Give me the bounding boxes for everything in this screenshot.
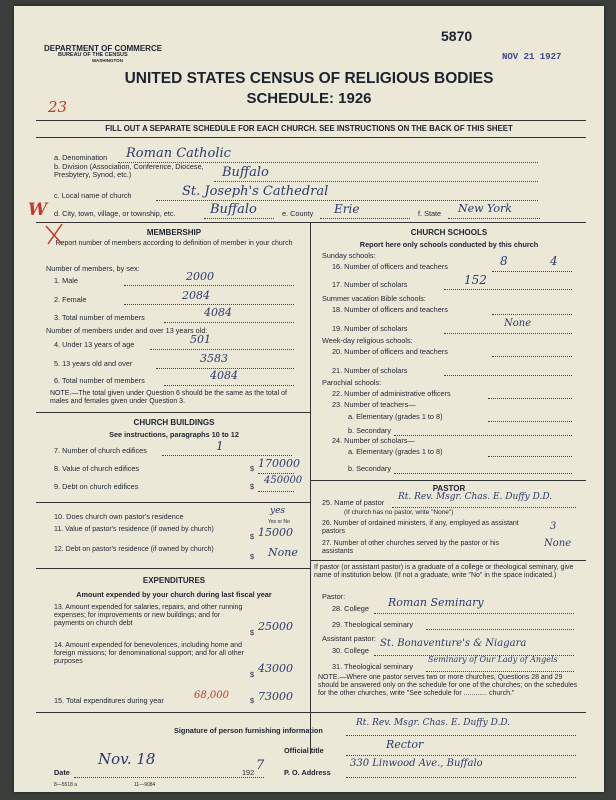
city-value[interactable]: Buffalo [210, 202, 257, 217]
q13-value[interactable]: 25000 [258, 620, 293, 633]
q31-value[interactable]: Seminary of Our Lady of Angels [428, 655, 558, 664]
buildings-heading: CHURCH BUILDINGS [133, 418, 215, 427]
divider [36, 412, 310, 413]
q25-value[interactable]: Rt. Rev. Msgr. Chas. E. Duffy D.D. [398, 492, 553, 502]
county-value[interactable]: Erie [334, 202, 360, 216]
schedule-number: 5870 [441, 28, 473, 44]
print-number: 11—9084 [134, 782, 156, 788]
q27-label: 27. Number of other churches served by the pastor or his assistants [322, 540, 500, 555]
q6-line [164, 385, 294, 386]
assistant-label: Assistant pastor: [322, 634, 376, 643]
q4-value[interactable]: 501 [190, 333, 211, 346]
church-name-value[interactable]: St. Joseph's Cathedral [182, 184, 329, 199]
church-name-field-line [156, 200, 538, 201]
q16-label: 16. Number of officers and teachers [332, 262, 448, 271]
q11-value[interactable]: 15000 [258, 526, 293, 539]
form-number: 8—5518 a [54, 782, 78, 788]
q6-label: 6. Total number of members [54, 376, 145, 385]
address-label: P. O. Address [284, 768, 331, 777]
q22-line [488, 398, 572, 399]
dollar-sign: $ [250, 464, 255, 473]
q10-value[interactable]: yes [270, 506, 286, 516]
expenditures-heading: EXPENDITURES [142, 576, 206, 585]
q16-extra: 4 [550, 254, 558, 268]
q3-value[interactable]: 4084 [204, 306, 232, 319]
instruction-line: FILL OUT A SEPARATE SCHEDULE FOR EACH CHURCH. SEE INSTRUCTIONS ON THE BACK OF THIS SHEET [105, 124, 513, 133]
graduation-note: If pastor (or assistant pastor) is a graduate of a college or theological seminary, give name of institution below. (If not a graduate, write "No" in the space indicated.) [314, 564, 574, 579]
divider [36, 712, 586, 713]
q29-label: 29. Theological seminary [332, 620, 413, 629]
address-value[interactable]: 330 Linwood Ave., Buffalo [350, 758, 483, 769]
q23b-line [394, 435, 572, 436]
q26-value[interactable]: 3 [550, 521, 557, 532]
q23b-label: b. Secondary [348, 426, 391, 435]
dollar-sign: $ [250, 482, 255, 491]
q18-label: 18. Number of officers and teachers [332, 305, 448, 314]
weekday-label: Week-day religious schools: [322, 336, 413, 345]
q12-value[interactable]: None [268, 546, 298, 559]
membership-heading: MEMBERSHIP [146, 228, 202, 237]
q25-label: 25. Name of pastor [322, 498, 385, 507]
date-label: Date [54, 768, 70, 777]
q2-line [124, 304, 294, 305]
q8-value[interactable]: 170000 [258, 457, 300, 470]
summer-label: Summer vacation Bible schools: [322, 294, 426, 303]
q24b-line [394, 473, 572, 474]
red-file-mark: 23 [48, 98, 68, 116]
margin-check-mark: W [28, 200, 48, 220]
official-title-value[interactable]: Rector [386, 738, 424, 751]
q26-label: 26. Number of ordained ministers, if any, employed as assistant pastors [322, 520, 519, 535]
q3-label: 3. Total number of members [54, 313, 145, 322]
q9-value[interactable]: 450000 [264, 475, 303, 486]
q10-label: 10. Does church own pastor's residence [54, 512, 184, 521]
q14-value[interactable]: 43000 [258, 662, 293, 675]
county-field-line [320, 218, 410, 219]
state-label: f. State [418, 209, 442, 218]
date-line [74, 777, 264, 778]
q5-label: 5. 13 years old and over [54, 359, 133, 368]
sunday-label: Sunday schools: [322, 251, 376, 260]
divider [36, 502, 310, 503]
q8-label: 8. Value of church edifices [54, 464, 140, 473]
q18-line [492, 314, 572, 315]
dollar-sign: $ [250, 552, 255, 561]
q24a-line [488, 456, 572, 457]
schools-intro: Report here only schools conducted by this church [359, 240, 539, 249]
pastor-note: NOTE.—Where one pastor serves two or more churches, Questions 28 and 29 should be answered only on the schedule for one of the churches; on the schedules for the other churches, write "See schedule for ............ church." [318, 674, 578, 697]
q23a-label: a. Elementary (grades 1 to 8) [348, 412, 443, 421]
q17-value[interactable]: 152 [464, 273, 487, 287]
divider [310, 480, 586, 481]
q24a-label: a. Elementary (grades 1 to 8) [348, 447, 443, 456]
dollar-sign: $ [250, 696, 255, 705]
membership-intro: Report number of members according to definition of member in your church [55, 240, 293, 247]
q2-label: 2. Female [54, 295, 87, 304]
divider [36, 120, 586, 121]
q31-label: 31. Theological seminary [332, 662, 413, 671]
q5-value[interactable]: 3583 [200, 352, 228, 365]
dollar-sign: $ [250, 628, 255, 637]
q12-label: 12. Debt on pastor's residence (if owned by church) [54, 546, 214, 553]
division-label: b. Division (Association, Conference, Diocese, Presbytery, Synod, etc.) [54, 162, 204, 179]
divider [36, 222, 586, 223]
q20-line [492, 356, 572, 357]
q30-label: 30. College [332, 646, 369, 655]
q2-value[interactable]: 2084 [182, 289, 210, 302]
form-subtitle: SCHEDULE: 1926 [246, 90, 372, 107]
bureau-label: BUREAU OF THE CENSUS [58, 52, 128, 58]
pastor-heading: PASTOR [432, 484, 466, 493]
state-field-line [448, 218, 540, 219]
q23a-line [488, 421, 572, 422]
received-date-stamp: NOV 21 1927 [502, 52, 562, 62]
q30-value[interactable]: St. Bonaventure's & Niagara [380, 638, 527, 649]
church-name-label: c. Local name of church [54, 191, 132, 200]
date-value[interactable]: Nov. 18 [98, 750, 156, 768]
city-label: d. City, town, village, or township, etc. [54, 209, 176, 218]
q7-line [162, 455, 292, 456]
q7-value[interactable]: 1 [216, 439, 224, 453]
q20-label: 20. Number of officers and teachers [332, 347, 448, 356]
parochial-label: Parochial schools: [322, 378, 382, 387]
q24b-label: b. Secondary [348, 464, 391, 473]
division-field-line [214, 181, 538, 182]
q10-hint: Yes or No [268, 519, 290, 525]
q17-line [444, 289, 572, 290]
q9-line [258, 491, 294, 492]
expenditures-intro: Amount expended by your church during last fiscal year [76, 590, 272, 599]
denomination-label: a. Denomination [54, 153, 108, 162]
q3-line [164, 322, 294, 323]
city-label: WASHINGTON [92, 58, 123, 63]
year-prefix: 192 [242, 768, 255, 777]
q11-label: 11. Value of pastor's residence (if owned by church) [54, 526, 214, 533]
q28-line [374, 613, 574, 614]
q28-value[interactable]: Roman Seminary [388, 596, 484, 609]
q21-label: 21. Number of scholars [332, 366, 408, 375]
members-by-sex-label: Number of members, by sex: [46, 264, 140, 273]
q24-label: 24. Number of scholars— [332, 436, 415, 445]
dollar-sign: $ [250, 670, 255, 679]
q19-value[interactable]: None [504, 318, 532, 329]
official-title-label: Official title [284, 746, 324, 755]
red-x-mark [44, 222, 66, 248]
q14-label: 14. Amount expended for benevolences, including home and foreign missions; for denominational support; and for all other purposes [54, 642, 244, 665]
buildings-sub: See instructions, paragraphs 10 to 12 [109, 430, 239, 439]
q27-value[interactable]: None [544, 538, 572, 549]
q25-hint: (If church has no pastor, write "None") [344, 509, 454, 516]
city-field-line [204, 218, 274, 219]
q7-label: 7. Number of church edifices [54, 446, 147, 455]
denomination-value[interactable]: Roman Catholic [126, 146, 231, 161]
q8-line [258, 473, 294, 474]
q16-line [492, 271, 572, 272]
state-value[interactable]: New York [458, 202, 512, 215]
q16-value[interactable]: 8 [500, 254, 508, 268]
q19-label: 19. Number of scholars [332, 324, 408, 333]
q1-line [124, 285, 294, 286]
q23-label: 23. Number of teachers— [332, 400, 416, 409]
census-schedule-sheet [14, 6, 604, 792]
q4-label: 4. Under 13 years of age [54, 340, 135, 349]
q21-line [444, 375, 572, 376]
division-value[interactable]: Buffalo [222, 165, 269, 180]
q22-label: 22. Number of administrative officers [332, 389, 451, 398]
q31-line [426, 671, 574, 672]
schools-heading: CHURCH SCHOOLS [410, 228, 488, 237]
q15-value[interactable]: 73000 [258, 690, 293, 703]
divider [36, 568, 310, 569]
signature-line [346, 735, 576, 736]
membership-note: NOTE.—The total given under Question 6 should be the same as the total of males and females given under Question 3. [50, 390, 287, 405]
signature-label: Signature of person furnishing information [174, 726, 323, 735]
q15-label: 15. Total expenditures during year [54, 696, 164, 705]
divider [36, 137, 586, 138]
q9-label: 9. Debt on church edifices [54, 482, 139, 491]
official-title-line [346, 755, 576, 756]
address-line [346, 777, 576, 778]
department-label: DEPARTMENT OF COMMERCE [44, 44, 163, 53]
q25-line [392, 507, 576, 508]
form-title: UNITED STATES CENSUS OF RELIGIOUS BODIES [124, 70, 494, 87]
signature-value[interactable]: Rt. Rev. Msgr. Chas. E. Duffy D.D. [356, 718, 511, 728]
q1-value[interactable]: 2000 [186, 270, 214, 283]
q15-extra-value: 68,000 [194, 690, 229, 701]
q4-line [150, 349, 294, 350]
pastor-label: Pastor: [322, 592, 346, 601]
q6-value[interactable]: 4084 [210, 369, 238, 382]
q1-label: 1. Male [54, 276, 78, 285]
q29-line [426, 629, 574, 630]
column-divider [310, 222, 311, 754]
divider [310, 560, 586, 561]
q28-label: 28. College [332, 604, 369, 613]
under-over-label: Number of members under and over 13 years old: [46, 326, 208, 335]
dollar-sign: $ [250, 532, 255, 541]
county-label: e. County [282, 209, 314, 218]
year-value[interactable]: 7 [256, 758, 265, 773]
q19-line [444, 333, 572, 334]
q17-label: 17. Number of scholars [332, 280, 408, 289]
q13-label: 13. Amount expended for salaries, repairs, and other running expenses; for improvements or new buildings; and for payments on church debt [54, 604, 243, 627]
